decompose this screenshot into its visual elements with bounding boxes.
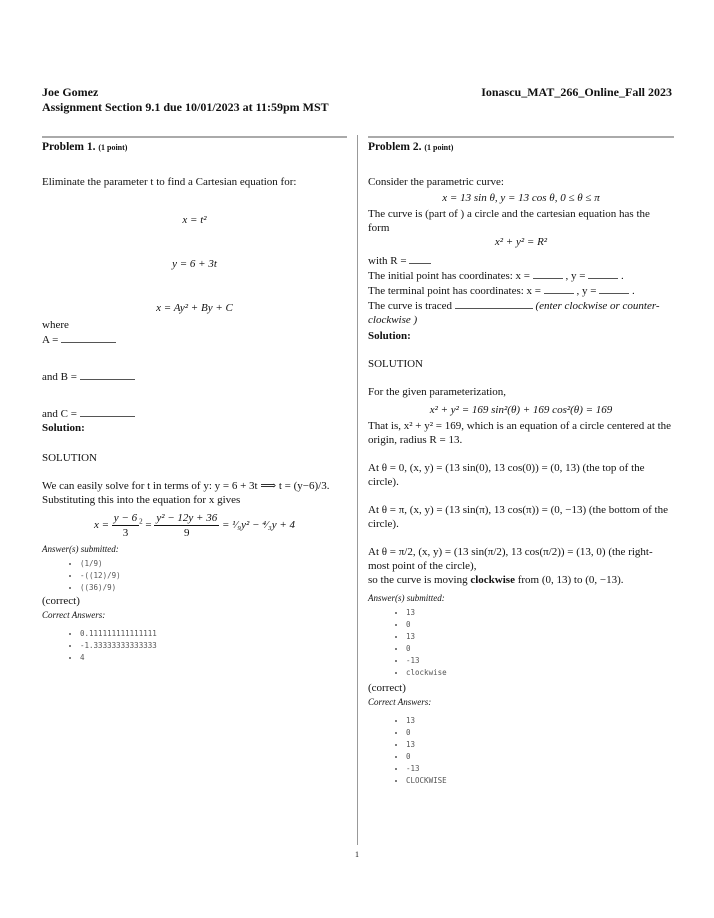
answer-r-row	[368, 253, 674, 268]
answer-b-label: and B =	[42, 371, 77, 383]
problem1-solution-line2: Substituting this into the equation for x gives	[42, 494, 241, 506]
answer-b-input[interactable]	[80, 369, 135, 380]
terminal-y-label: , y =	[576, 285, 597, 297]
list-item: • -13	[406, 655, 674, 667]
list-item: • CLOCKWISE	[406, 775, 674, 787]
problem2-solution-label: Solution:	[368, 330, 411, 342]
problem1-solution-line1: We can easily solve for t in terms of y: y = 6 + 3t ⟹ t = (y−6)/3.	[42, 480, 330, 492]
answer-a-input[interactable]	[61, 332, 116, 343]
initial-point-label: The initial point has coordinates: x =	[368, 270, 531, 282]
direction-suffix: (enter clockwise or counter-clockwise )	[368, 300, 660, 326]
answer-b-row	[42, 369, 347, 384]
problem1-correct-list	[42, 628, 347, 664]
list-item: • 0	[406, 643, 674, 655]
problem1-prompt: Eliminate the parameter t to find a Cartesian equation for:	[42, 176, 297, 188]
list-item: • 0	[406, 619, 674, 631]
sol-frac1	[112, 511, 139, 540]
sol-frac2-den: 9	[184, 527, 190, 539]
problem2-submitted-list	[368, 607, 674, 679]
list-item: • (1/9)	[80, 558, 347, 570]
problem2-solution-line4: At θ = π, (x, y) = (13 sin(π), 13 cos(π)) = (0, −13) (the bottom of the circle).	[368, 504, 668, 530]
column-separator	[357, 135, 358, 845]
sol-line6-post: from (0, 13) to (0, −13).	[517, 574, 624, 586]
problem2-text1: The curve is (part of ) a circle and the cartesian equation has the form	[368, 208, 650, 234]
problem1-submitted-list	[42, 558, 347, 594]
problem1-divider	[42, 136, 347, 138]
direction-prefix: The curve is traced	[368, 300, 452, 312]
list-item: • 13	[406, 607, 674, 619]
initial-x-input[interactable]	[533, 268, 563, 279]
list-item: • 13	[406, 631, 674, 643]
problem1-solution-label: Solution:	[42, 422, 85, 434]
sol-frac2	[154, 511, 219, 540]
problem2-column	[368, 140, 674, 787]
problem1-solution-head: SOLUTION	[42, 452, 97, 464]
problem1-column	[42, 140, 347, 664]
problem2-solution-eq1: x² + y² = 169 sin²(θ) + 169 cos²(θ) = 169	[429, 404, 613, 416]
answer-c-row	[42, 406, 347, 421]
problem1-submitted-label: Answer(s) submitted:	[42, 544, 119, 554]
list-item: • clockwise	[406, 667, 674, 679]
problem2-title: Problem 2.	[368, 141, 422, 153]
list-item: • ((36)/9)	[80, 582, 347, 594]
direction-row	[368, 298, 674, 327]
sol-eq-mid: =	[145, 519, 152, 532]
answer-a-row	[42, 332, 347, 347]
problem2-solution-line5: At θ = π/2, (x, y) = (13 sin(π/2), 13 cos(π/2)) = (13, 0) (the right-most point of the circle),	[368, 546, 653, 572]
problem2-solution-line3: At θ = 0, (x, y) = (13 sin(0), 13 cos(0)) = (0, 13) (the top of the circle).	[368, 462, 645, 488]
sol-eq-rhs: = ¹⁄₉y² − ⁴⁄₃y + 4	[221, 519, 296, 532]
student-name: Joe Gomez	[42, 85, 99, 99]
list-item: • 13	[406, 739, 674, 751]
where-label: where	[42, 319, 69, 331]
sol-line6-pre: so the curve is moving	[368, 574, 468, 586]
list-item: • 0	[406, 751, 674, 763]
answer-r-label: with R =	[368, 255, 407, 267]
problem1-points: (1 point)	[98, 143, 128, 152]
terminal-point-label: The terminal point has coordinates: x =	[368, 285, 541, 297]
problem2-solution-line6	[368, 573, 674, 587]
problem1-status: (correct)	[42, 595, 80, 607]
problem2-correct-label: Correct Answers:	[368, 697, 432, 707]
list-item: • 13	[406, 715, 674, 727]
initial-y-label: , y =	[565, 270, 586, 282]
problem2-prompt: Consider the parametric curve:	[368, 176, 504, 188]
sol-frac2-num: y² − 12y + 36	[156, 512, 218, 524]
problem1-title: Problem 1.	[42, 141, 96, 153]
problem2-param-eq: x = 13 sin θ, y = 13 cos θ, 0 ≤ θ ≤ π	[442, 192, 600, 204]
problem1-eq2: y = 6 + 3t	[172, 258, 217, 270]
direction-input[interactable]	[455, 298, 533, 309]
answer-r-input[interactable]	[409, 253, 431, 264]
answer-c-label: and C =	[42, 408, 77, 420]
initial-y-input[interactable]	[588, 268, 618, 279]
problem1-solution-equation: x = $\frac{y - 6}{3}$ $^2$ = $\frac{\text{y² − 12y + 36}}{9}$ = ¹⁄₉y² − ⁴⁄₃y + 4	[93, 512, 296, 539]
problem1-heading	[42, 140, 347, 155]
answer-c-input[interactable]	[80, 406, 135, 417]
problem2-correct-list	[368, 715, 674, 787]
sol-frac1-num: y − 6	[113, 512, 138, 524]
assignment-title: Assignment Section 9.1 due 10/01/2023 at 11:59pm MST	[42, 100, 329, 114]
list-item: • -((12)/9)	[80, 570, 347, 582]
list-item: • -1.33333333333333	[80, 640, 347, 652]
problem2-solution-line1: For the given parameterization,	[368, 386, 507, 398]
answer-a-label: A =	[42, 334, 59, 346]
problem2-divider	[368, 136, 674, 138]
sol-line6-bold: clockwise	[470, 574, 515, 586]
list-item: • -13	[406, 763, 674, 775]
problem1-eq1: x = t²	[182, 214, 207, 226]
sol-frac1-den: 3	[122, 527, 129, 539]
sol-eq-lhs: x =	[93, 519, 110, 532]
list-item: • 4	[80, 652, 347, 664]
initial-point-row: The initial point has coordinates: x = , y = .	[368, 270, 624, 282]
problem2-submitted-label: Answer(s) submitted:	[368, 593, 445, 603]
page-number: 1	[355, 850, 359, 859]
problem2-status: (correct)	[368, 682, 406, 694]
list-item: • 0	[406, 727, 674, 739]
problem1-eq3: x = Ay² + By + C	[156, 302, 233, 314]
list-item: • 0.111111111111111	[80, 628, 347, 640]
problem2-heading	[368, 140, 674, 155]
problem2-points: (1 point)	[424, 143, 454, 152]
terminal-x-input[interactable]	[544, 283, 574, 294]
problem2-solution-head: SOLUTION	[368, 358, 423, 370]
problem2-solution-line2: That is, x² + y² = 169, which is an equation of a circle centered at the origin, radius R = 13.	[368, 420, 672, 446]
terminal-point-row: The terminal point has coordinates: x = , y = .	[368, 285, 635, 297]
problem1-correct-label: Correct Answers:	[42, 610, 106, 620]
course-name: Ionascu_MAT_266_Online_Fall 2023	[481, 85, 672, 99]
problem2-cart-eq: x² + y² = R²	[494, 236, 548, 248]
terminal-y-input[interactable]	[599, 283, 629, 294]
